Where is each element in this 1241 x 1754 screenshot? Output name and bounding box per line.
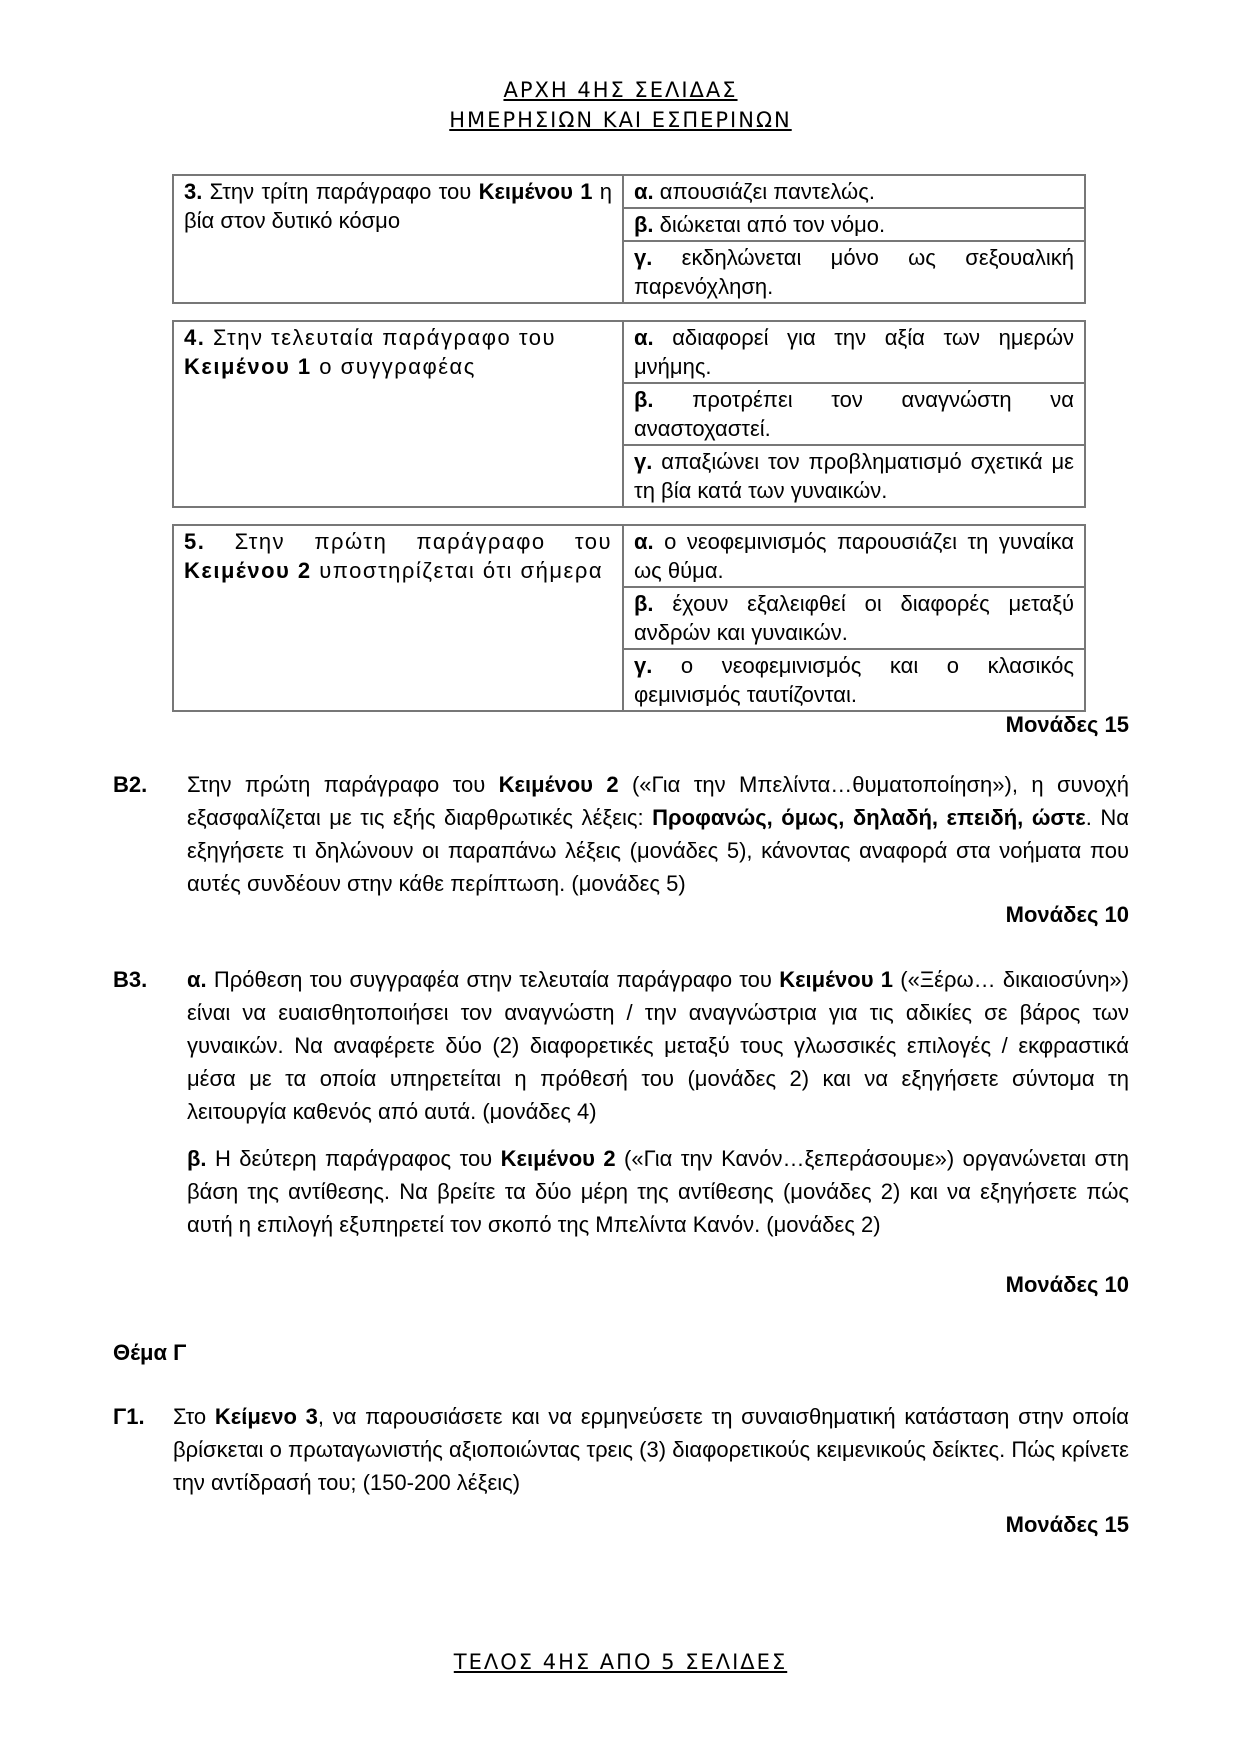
question-label: Β2. (113, 772, 148, 797)
option-c: γ. ο νεοφεμινισμός και ο κλασικός φεμινισμός ταυτίζονται. (623, 649, 1085, 711)
option-a: α. αδιαφορεί για την αξία των ημερών μνήμης. (623, 321, 1085, 383)
question-text: Στο Κείμενο 3, να παρουσιάσετε και να ερμηνεύσετε τη συναισθηματική κατάσταση στην οποία βρίσκεται ο πρωταγωνιστής αξιοποιώντας τρεις (3) διαφορετικούς κειμενικούς δείκτες. Πώς κρίνετε την αντίδρασή του; (150-200 λέξεις) (173, 1404, 1129, 1495)
question-stem: 5. Στην πρώτη παράγραφο του Κειμένου 2 υποστηρίζεται ότι σήμερα (173, 525, 623, 711)
question-table-4 (172, 320, 1086, 508)
marks-b3: Μονάδες 10 (1005, 1272, 1129, 1297)
question-stem: 3. Στην τρίτη παράγραφο του Κειμένου 1 η βία στον δυτικό κόσμο (173, 175, 623, 303)
question-c1 (113, 1400, 1129, 1499)
option-b: β. προτρέπει τον αναγνώστη να αναστοχαστεί. (623, 383, 1085, 445)
question-label: Β3. (113, 967, 148, 992)
question-table-3 (172, 174, 1086, 304)
marks-c1: Μονάδες 15 (1005, 1512, 1129, 1537)
page-footer: ΤΕΛΟΣ 4ΗΣ ΑΠΟ 5 ΣΕΛΙΔΕΣ (453, 1650, 788, 1674)
option-c: γ. εκδηλώνεται μόνο ως σεξουαλική παρενόχληση. (623, 241, 1085, 303)
page-header-line1: ΑΡΧΗ 4ΗΣ ΣΕΛΙΔΑΣ (503, 78, 738, 102)
question-text-b: β. Η δεύτερη παράγραφος του Κειμένου 2 («Για την Κανόν…ξεπεράσουμε») οργανώνεται στη βάση της αντίθεσης. Να βρείτε τα δύο μέρη της αντίθεσης (μονάδες 2) και να εξηγήσετε πώς αυτή η επιλογή εξυπηρετεί τον σκοπό της Μπελίντα Κανόν. (μονάδες 2) (187, 1146, 1129, 1237)
question-text: Στην πρώτη παράγραφο του Κειμένου 2 («Για την Μπελίντα…θυματοποίηση»), η συνοχή εξασφαλίζεται με τις εξής διαρθρωτικές λέξεις: Προφανώς, όμως, δηλαδή, επειδή, ώστε. Να εξηγήσετε τι δηλώνουν οι παραπάνω λέξεις (μονάδες 5), κάνοντας αναφορά στα νοήματα που αυτές συνδέουν στην κάθε περίπτωση. (μονάδες 5) (187, 772, 1129, 896)
marks-b1: Μονάδες 15 (1005, 712, 1129, 737)
question-b3 (113, 963, 1129, 1241)
option-a: α. ο νεοφεμινισμός παρουσιάζει τη γυναίκα ως θύμα. (623, 525, 1085, 587)
question-stem: 4. Στην τελευταία παράγραφο του Κειμένου 1 ο συγγραφέας (173, 321, 623, 507)
question-b2 (113, 768, 1129, 900)
question-table-5 (172, 524, 1086, 712)
question-text-a: α. Πρόθεση του συγγραφέα στην τελευταία παράγραφο του Κειμένου 1 («Ξέρω… δικαιοσύνη») είναι να ευαισθητοποιήσει τον αναγνώστη / την αναγνώστρια για τις αδικίες σε βάρος των γυναικών. Να αναφέρετε δύο (2) διαφορετικές μεταξύ τους γλωσσικές επιλογές / εκφραστικά μέσα με τα οποία υπηρετείται η πρόθεσή του (μονάδες 2) και να εξηγήσετε σύντομα τη λειτουργία καθενός από αυτά. (μονάδες 4) (187, 967, 1129, 1124)
section-heading: Θέμα Γ (113, 1340, 187, 1365)
option-a: α. απουσιάζει παντελώς. (623, 175, 1085, 208)
option-c: γ. απαξιώνει τον προβληματισμό σχετικά με τη βία κατά των γυναικών. (623, 445, 1085, 507)
page-header-line2: ΗΜΕΡΗΣΙΩΝ ΚΑΙ ΕΣΠΕΡΙΝΩΝ (449, 108, 792, 132)
question-label: Γ1. (113, 1404, 145, 1429)
option-b: β. διώκεται από τον νόμο. (623, 208, 1085, 241)
marks-b2: Μονάδες 10 (1005, 902, 1129, 927)
option-b: β. έχουν εξαλειφθεί οι διαφορές μεταξύ ανδρών και γυναικών. (623, 587, 1085, 649)
